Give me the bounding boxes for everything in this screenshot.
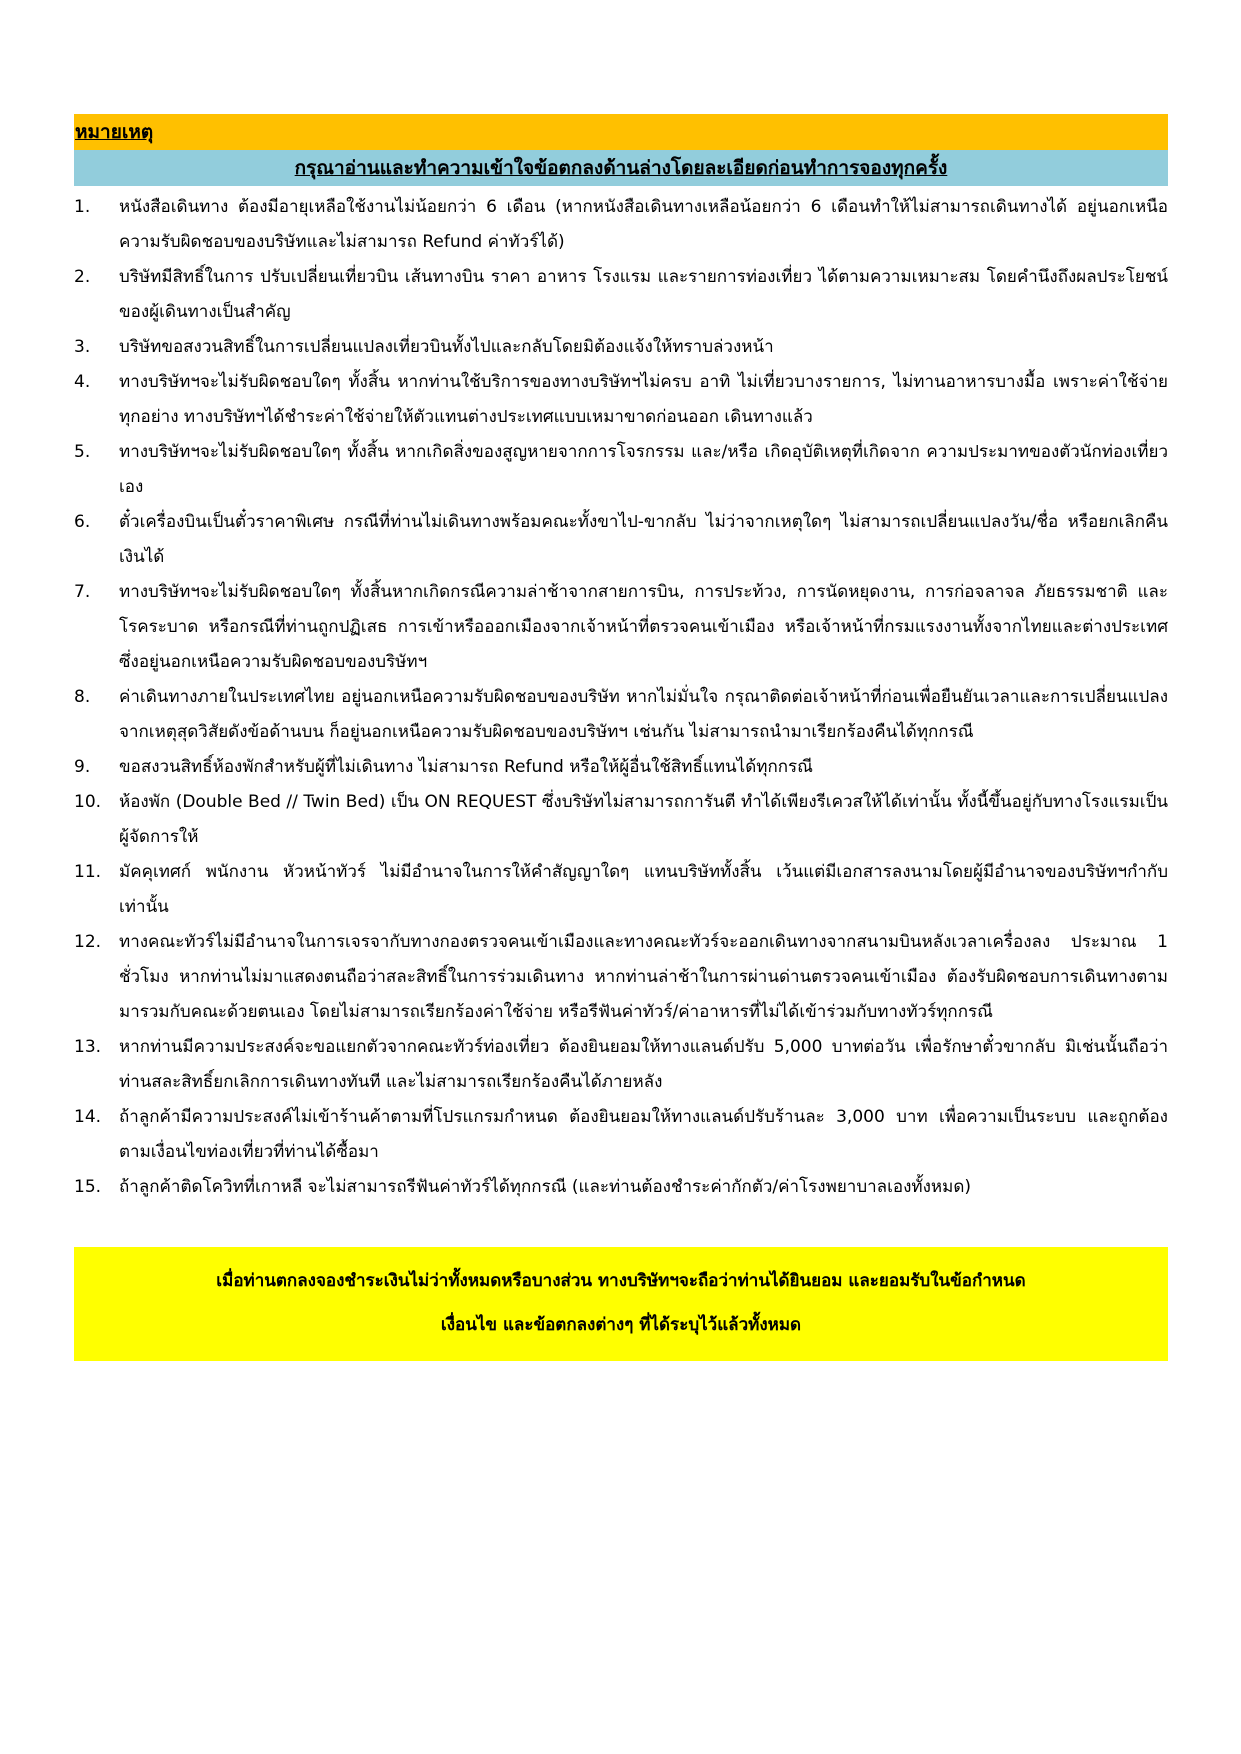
term-text: หากท่านมีความประสงค์จะขอแยกตัวจากคณะทัวร์ท่องเที่ยว ต้องยินยอมให้ทางแลนด์ปรับ 5,000 บาทต่อวัน เพื่อรักษาตั๋วขากลับ มิเช่นนั้นถือว่าท่านสละสิทธิ์ยกเลิกการเดินทางทันที และไม่สามารถเรียกร้องคืนได้ภายหลัง xyxy=(119,1037,1168,1092)
term-text: ทางบริษัทฯจะไม่รับผิดชอบใดๆ ทั้งสิ้น หากท่านใช้บริการของทางบริษัทฯไม่ครบ อาทิ ไม่เที่ยวบางรายการ, ไม่ทานอาหารบางมื้อ เพราะค่าใช้จ่ายทุกอย่าง ทางบริษัทฯได้ชำระค่าใช้จ่ายให้ตัวแทนต่างประเทศแบบเหมาขาดก่อนออก เดินทางแล้ว xyxy=(119,372,1168,427)
term-text: หนังสือเดินทาง ต้องมีอายุเหลือใช้งานไม่น้อยกว่า 6 เดือน (หากหนังสือเดินทางเหลือน้อยกว่า 6 เดือนทำให้ไม่สามารถเดินทางได้ อยู่นอกเหนือความรับผิดชอบของบริษัทและไม่สามารถ Refund ค่าทัวร์ได้) xyxy=(119,197,1168,252)
term-text: ค่าเดินทางภายในประเทศไทย อยู่นอกเหนือความรับผิดชอบของบริษัท หากไม่มั่นใจ กรุณาติดต่อเจ้าหน้าที่ก่อนเพื่อยืนยันเวลาและการเปลี่ยนแปลงจากเหตุสุดวิสัยดังข้อด้านบน ก็อยู่นอกเหนือความรับผิดชอบของบริษัทฯ เช่นกัน ไม่สามารถนำมาเรียกร้องคืนได้ทุกกรณี xyxy=(119,687,1168,742)
term-number: 6. xyxy=(74,512,91,532)
term-number: 8. xyxy=(74,687,91,707)
term-item xyxy=(74,365,1168,435)
term-item xyxy=(74,1030,1168,1100)
term-item xyxy=(74,680,1168,750)
term-number: 11. xyxy=(74,862,102,882)
term-number: 2. xyxy=(74,267,91,287)
term-text: ห้องพัก (Double Bed // Twin Bed) เป็น ON REQUEST ซึ่งบริษัทไม่สามารถการันตี ทำได้เพียงรีเควสให้ได้เท่านั้น ทั้งนี้ขึ้นอยู่กับทางโรงแรมเป็นผู้จัดการให้ xyxy=(119,792,1168,847)
term-item xyxy=(74,1100,1168,1170)
term-number: 14. xyxy=(74,1107,102,1127)
term-number: 13. xyxy=(74,1037,102,1057)
term-number: 15. xyxy=(74,1177,102,1197)
section-spacer xyxy=(74,1205,1168,1247)
instruction-text: กรุณาอ่านและทำความเข้าใจข้อตกลงด้านล่างโดยละเอียดก่อนทำการจองทุกครั้ง xyxy=(294,157,948,179)
term-text: ถ้าลูกค้าติดโควิทที่เกาหลี จะไม่สามารถรีฟันค่าทัวร์ได้ทุกกรณี (และท่านต้องชำระค่ากักตัว/ค่าโรงพยาบาลเองทั้งหมด) xyxy=(119,1177,971,1197)
terms-list xyxy=(74,190,1168,1205)
term-text: มัคคุเทศก์ พนักงาน หัวหน้าทัวร์ ไม่มีอำนาจในการให้คำสัญญาใดๆ แทนบริษัททั้งสิ้น เว้นแต่มีเอกสารลงนามโดยผู้มีอำนาจของบริษัทฯกำกับเท่านั้น xyxy=(119,862,1168,917)
term-item xyxy=(74,855,1168,925)
instruction-bar xyxy=(74,150,1168,186)
term-number: 3. xyxy=(74,337,91,357)
term-text: ทางบริษัทฯจะไม่รับผิดชอบใดๆ ทั้งสิ้นหากเกิดกรณีความล่าช้าจากสายการบิน, การประท้วง, การนัดหยุดงาน, การก่อจลาจล ภัยธรรมชาติ และโรคระบาด หรือกรณีที่ท่านถูกปฏิเสธ การเข้าหรือออกเมืองจากเจ้าหน้าที่ตรวจคนเข้าเมือง หรือเจ้าหน้าที่กรมแรงงานทั้งจากไทยและต่างประเทศซึ่งอยู่นอกเหนือความรับผิดชอบของบริษัทฯ xyxy=(119,582,1168,672)
term-item xyxy=(74,925,1168,1030)
term-text: ทางบริษัทฯจะไม่รับผิดชอบใดๆ ทั้งสิ้น หากเกิดสิ่งของสูญหายจากการโจรกรรม และ/หรือ เกิดอุบัติเหตุที่เกิดจาก ความประมาทของตัวนักท่องเที่ยวเอง xyxy=(119,442,1168,497)
note-title: หมายเหตุ xyxy=(75,121,154,143)
term-text: บริษัทมีสิทธิ์ในการ ปรับเปลี่ยนเที่ยวบิน เส้นทางบิน ราคา อาหาร โรงแรม และรายการท่องเที่ยว ได้ตามความเหมาะสม โดยคำนึงถึงผลประโยชน์ของผู้เดินทางเป็นสำคัญ xyxy=(119,267,1168,322)
term-item xyxy=(74,505,1168,575)
term-number: 12. xyxy=(74,932,102,952)
term-item xyxy=(74,435,1168,505)
term-text: ตั๋วเครื่องบินเป็นตั๋วราคาพิเศษ กรณีที่ท่านไม่เดินทางพร้อมคณะทั้งขาไป-ขากลับ ไม่ว่าจากเหตุใดๆ ไม่สามารถเปลี่ยนแปลงวัน/ชื่อ หรือยกเลิกคืนเงินได้ xyxy=(119,512,1168,567)
term-item xyxy=(74,750,1168,785)
term-number: 4. xyxy=(74,372,91,392)
term-item xyxy=(74,190,1168,260)
document-content xyxy=(74,114,1168,1361)
term-number: 1. xyxy=(74,197,91,217)
term-item xyxy=(74,575,1168,680)
term-item xyxy=(74,260,1168,330)
term-number: 10. xyxy=(74,792,102,812)
term-text: บริษัทขอสงวนสิทธิ์ในการเปลี่ยนแปลงเที่ยวบินทั้งไปและกลับโดยมิต้องแจ้งให้ทราบล่วงหน้า xyxy=(119,337,774,357)
term-text: ถ้าลูกค้ามีความประสงค์ไม่เข้าร้านค้าตามที่โปรแกรมกำหนด ต้องยินยอมให้ทางแลนด์ปรับร้านละ 3,000 บาท เพื่อความเป็นระบบ และถูกต้องตามเงื่อนไขท่องเที่ยวที่ท่านได้ซื้อมา xyxy=(119,1107,1168,1162)
term-item xyxy=(74,1170,1168,1205)
acceptance-line-1: เมื่อท่านตกลงจองชำระเงินไม่ว่าทั้งหมดหรือบางส่วน ทางบริษัทฯจะถือว่าท่านได้ยินยอม และยอมรับในข้อกำหนด xyxy=(216,1271,1026,1291)
term-text: ทางคณะทัวร์ไม่มีอำนาจในการเจรจากับทางกองตรวจคนเข้าเมืองและทางคณะทัวร์จะออกเดินทางจากสนามบินหลังเวลาเครื่องลง ประมาณ 1 ชั่วโมง หากท่านไม่มาแสดงตนถือว่าสละสิทธิ์ในการร่วมเดินทาง หากท่านล่าช้าในการผ่านด่านตรวจคนเข้าเมือง ต้องรับผิดชอบการเดินทางตามมารวมกับคณะด้วยตนเอง โดยไม่สามารถเรียกร้องค่าใช้จ่าย หรือรีฟันค่าทัวร์/ค่าอาหารที่ไม่ได้เข้าร่วมกับทางทัวร์ทุกกรณี xyxy=(119,932,1168,1022)
note-header-bar xyxy=(74,114,1168,150)
term-number: 5. xyxy=(74,442,91,462)
term-text: ขอสงวนสิทธิ์ห้องพักสำหรับผู้ที่ไม่เดินทาง ไม่สามารถ Refund หรือให้ผู้อื่นใช้สิทธิ์แทนได้ทุกกรณี xyxy=(119,757,813,777)
term-number: 9. xyxy=(74,757,91,777)
acceptance-box xyxy=(74,1247,1168,1361)
acceptance-line-2: เงื่อนไข และข้อตกลงต่างๆ ที่ได้ระบุไว้แล้วทั้งหมด xyxy=(440,1315,802,1335)
term-item xyxy=(74,785,1168,855)
term-number: 7. xyxy=(74,582,91,602)
term-item xyxy=(74,330,1168,365)
